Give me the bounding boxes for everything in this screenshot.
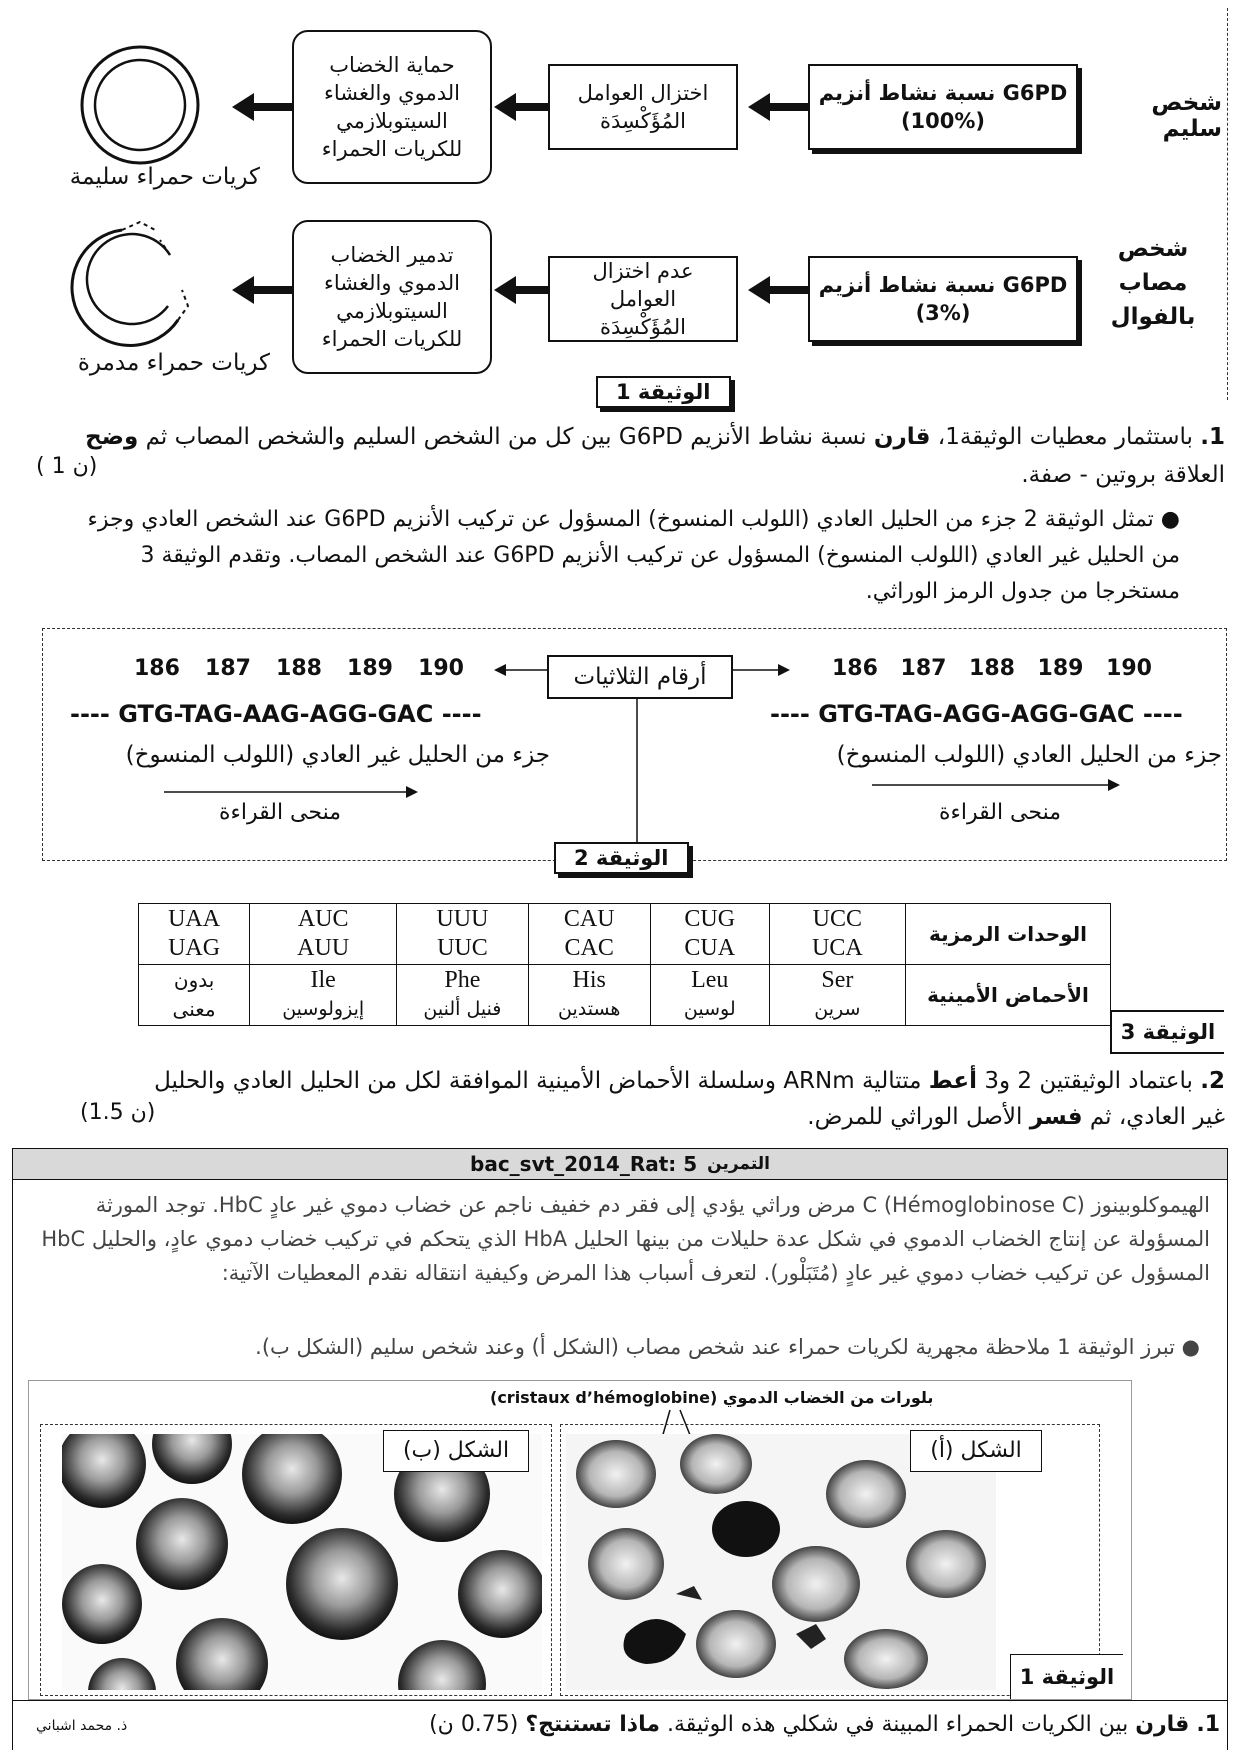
amino-row: [139, 965, 1111, 1026]
fig-a-label: الشكل (أ): [910, 1430, 1042, 1472]
author-signature: ذ. محمد اشباني: [36, 1718, 128, 1734]
normal-reading-direction: منحى القراءة: [938, 800, 1062, 825]
fig-b-healthy-cells: [62, 1434, 542, 1690]
q2-verb-give: أعط: [928, 1068, 978, 1094]
q2-text-b: متتالية ARNm وسلسلة الأحماض الأمينية الموافقة لكل من الحليل العادي والحليل: [154, 1068, 929, 1094]
abnormal-num-186: 186: [134, 656, 180, 681]
q2-points: (1.5 ن): [80, 1100, 156, 1125]
bullet-doc2-doc3: [60, 502, 1180, 610]
exercise-label: التمرين: [707, 1154, 770, 1174]
sick-label-line1: شخص: [1117, 236, 1189, 262]
q1-verb-compare: قارن: [873, 424, 931, 450]
q2-text-a: باعتماد الوثيقتين 2 و3: [977, 1068, 1201, 1094]
exercise-bottom-rule: [12, 1700, 1228, 1701]
sick-label-line3: بالفوال: [1110, 304, 1196, 330]
q3-points: (0.75 ن): [429, 1712, 526, 1737]
exercise-bullet-dot: ●: [1175, 1335, 1200, 1359]
abnormal-num-187: 187: [205, 656, 251, 681]
healthy-cell-label: كريات حمراء سليمة: [69, 164, 260, 190]
q3-text: بين الكريات الحمراء المبينة في شكلي هذه الوثيقة.: [659, 1712, 1136, 1737]
sick-enzyme-text: نسبة نشاط أنزيم G6PD: [818, 273, 1068, 297]
doc1-title: الوثيقة 1: [596, 376, 731, 408]
codon-cell-his: CAU CAC: [528, 904, 650, 965]
normal-triplet-numbers: [832, 656, 1152, 681]
healthy-enzyme-text: نسبة نشاط أنزيم G6PD: [818, 81, 1068, 105]
abnormal-triplet-numbers: [134, 656, 464, 681]
q1-line2: [30, 458, 1225, 492]
normal-num-187: 187: [900, 656, 947, 681]
triplet-label: أرقام الثلاثيات: [547, 655, 733, 699]
amino-cell-phe: Phe فنيل ألنين: [397, 965, 528, 1026]
q1-text-b: نسبة نشاط الأنزيم G6PD بين كل من الشخص السليم والشخص المصاب ثم: [138, 424, 874, 450]
sick-result-box: تدمير الخضاب الدموي والغشاء السيتوبلازمي للكريات الحمراء: [292, 220, 492, 374]
normal-num-188: 188: [969, 656, 1015, 681]
codon-row: [139, 904, 1111, 965]
amino-cell-ile: Ile إيزولوسين: [250, 965, 397, 1026]
q2-text-d: الأصل الوراثي للمرض.: [807, 1104, 1030, 1130]
abnormal-allele-label: جزء من الحليل غير العادي (اللولب المنسوخ): [125, 742, 550, 768]
question-ex5-1: [350, 1708, 1220, 1742]
codon-cell-phe: UUU UUC: [397, 904, 528, 965]
sick-label-line2: مصاب: [1118, 270, 1188, 296]
q3-verb-conclude: ماذا تستنتج؟: [525, 1712, 660, 1737]
abnormal-num-190: 190: [418, 656, 464, 681]
q1-verb-explain: وضح: [85, 424, 139, 450]
fig-a-sick-cells: [566, 1434, 996, 1690]
q1-text-a: باستثمار معطيات الوثيقة1،: [930, 424, 1193, 450]
abnormal-num-189: 189: [347, 656, 393, 681]
q3-verb-compare: قارن: [1135, 1712, 1190, 1737]
q1-points: ( 1 ن): [36, 454, 98, 479]
normal-sequence: ---- GTG-TAG-AGG-AGG-GAC ----: [770, 700, 1183, 728]
abnormal-reading-direction: منحى القراءة: [218, 800, 342, 825]
damaged-cell-icon: [60, 210, 210, 350]
damaged-cell-label: كريات حمراء مدمرة: [77, 350, 270, 376]
sick-enzyme-percent: (3%): [915, 301, 971, 325]
codon-cell-ile: AUC AUU: [250, 904, 397, 965]
abnormal-num-188: 188: [276, 656, 322, 681]
amino-cell-his: His هستدين: [528, 965, 650, 1026]
normal-num-190: 190: [1106, 656, 1152, 681]
codon-cell-stop: UAA UAG: [139, 904, 250, 965]
bullet-dot: ●: [1153, 507, 1180, 532]
normal-num-186: 186: [832, 656, 878, 681]
healthy-result-box: حماية الخضاب الدموي والغشاء السيتوبلازمي للكريات الحمراء: [292, 30, 492, 184]
exercise-code: bac_svt_2014_Rat: 5: [470, 1152, 698, 1176]
sick-enzyme-box: [808, 256, 1078, 342]
normal-allele-label: جزء من الحليل العادي (اللولب المنسوخ): [836, 742, 1222, 768]
q3-number: 1.: [1196, 1712, 1220, 1737]
q1-number: 1.: [1200, 424, 1225, 450]
amino-cell-leu: Leu لوسين: [650, 965, 769, 1026]
codon-row-header: الوحدات الرمزية: [905, 904, 1110, 965]
normal-num-189: 189: [1037, 656, 1084, 681]
amino-row-header: الأحماض الأمينية: [905, 965, 1110, 1026]
sick-label: [1108, 232, 1198, 334]
bullet-text: تمثل الوثيقة 2 جزء من الحليل العادي (اللولب المنسوخ) المسؤول عن تركيب الأنزيم G6PD عند الشخص العادي وجزء من الحليل غير العادي (اللولب المنسوخ) المسؤول عن تركيب الأنزيم G6PD عند الشخص المصاب. وتقدم الوثيقة 3 مستخرجا من جدول الرمز الوراثي.: [87, 507, 1180, 604]
exercise-intro: الهيموكلوبينوز C (Hémoglobinose C) مرض وراثي يؤدي إلى فقر دم خفيف ناجم عن خضاب دموي غير عادٍ HbC. توجد المورثة المسؤولة عن إنتاج الخضاب الدموي في شكل عدة حليلات من بينها الحليل HbA الذي يتحكم في تركيب خضاب دموي عادٍ، والحليل HbC المسؤول عن تركيب خضاب دموي غير عادٍ (مُتَبَلْور). لتعرف أسباب هذا المرض وكيفية انتقاله نقدم المعطيات الآتية:: [41, 1193, 1210, 1285]
healthy-effect-box: اختزال العوامل المُؤَكْسِدَة: [548, 64, 738, 150]
exercise-doc1-title: الوثيقة 1: [1010, 1654, 1123, 1699]
question-1: [30, 420, 1225, 454]
q2-line2: [30, 1100, 1225, 1134]
healthy-label: شخص سليم: [1151, 90, 1222, 142]
q2-verb-explain: فسر: [1029, 1104, 1083, 1130]
doc3-title: الوثيقة 3: [1110, 1010, 1224, 1054]
fig-b-label: الشكل (ب): [383, 1430, 529, 1472]
exercise-header: [12, 1148, 1228, 1180]
question-2: [30, 1064, 1225, 1098]
q1-text-c: العلاقة بروتين - صفة.: [1021, 462, 1225, 488]
codon-cell-ser: UCC UCA: [769, 904, 905, 965]
q2-text-c: غير العادي، ثم: [1082, 1104, 1225, 1130]
healthy-enzyme-percent: (100%): [900, 109, 986, 133]
doc2-title: الوثيقة 2: [554, 842, 689, 874]
sick-effect-box: عدم اختزال العوامل المُؤَكْسِدَة: [548, 256, 738, 342]
exercise-bullet: [60, 1330, 1200, 1364]
exercise-bullet-text: تبرز الوثيقة 1 ملاحظة مجهرية لكريات حمراء عند شخص مصاب (الشكل أ) وعند شخص سليم (الشكل ب).: [255, 1335, 1175, 1359]
abnormal-sequence: ---- GTG-TAG-AAG-AGG-GAC ----: [70, 700, 482, 728]
healthy-cell-icon: [70, 40, 210, 170]
amino-cell-stop: بدون معنى: [139, 965, 250, 1026]
amino-cell-ser: Ser سرين: [769, 965, 905, 1026]
crystals-label: بلورات من الخضاب الدموي (cristaux d’hémoglobine): [490, 1388, 934, 1407]
codon-cell-leu: CUG CUA: [650, 904, 769, 965]
genetic-code-table: [138, 903, 1111, 1026]
q2-number: 2.: [1200, 1068, 1225, 1094]
